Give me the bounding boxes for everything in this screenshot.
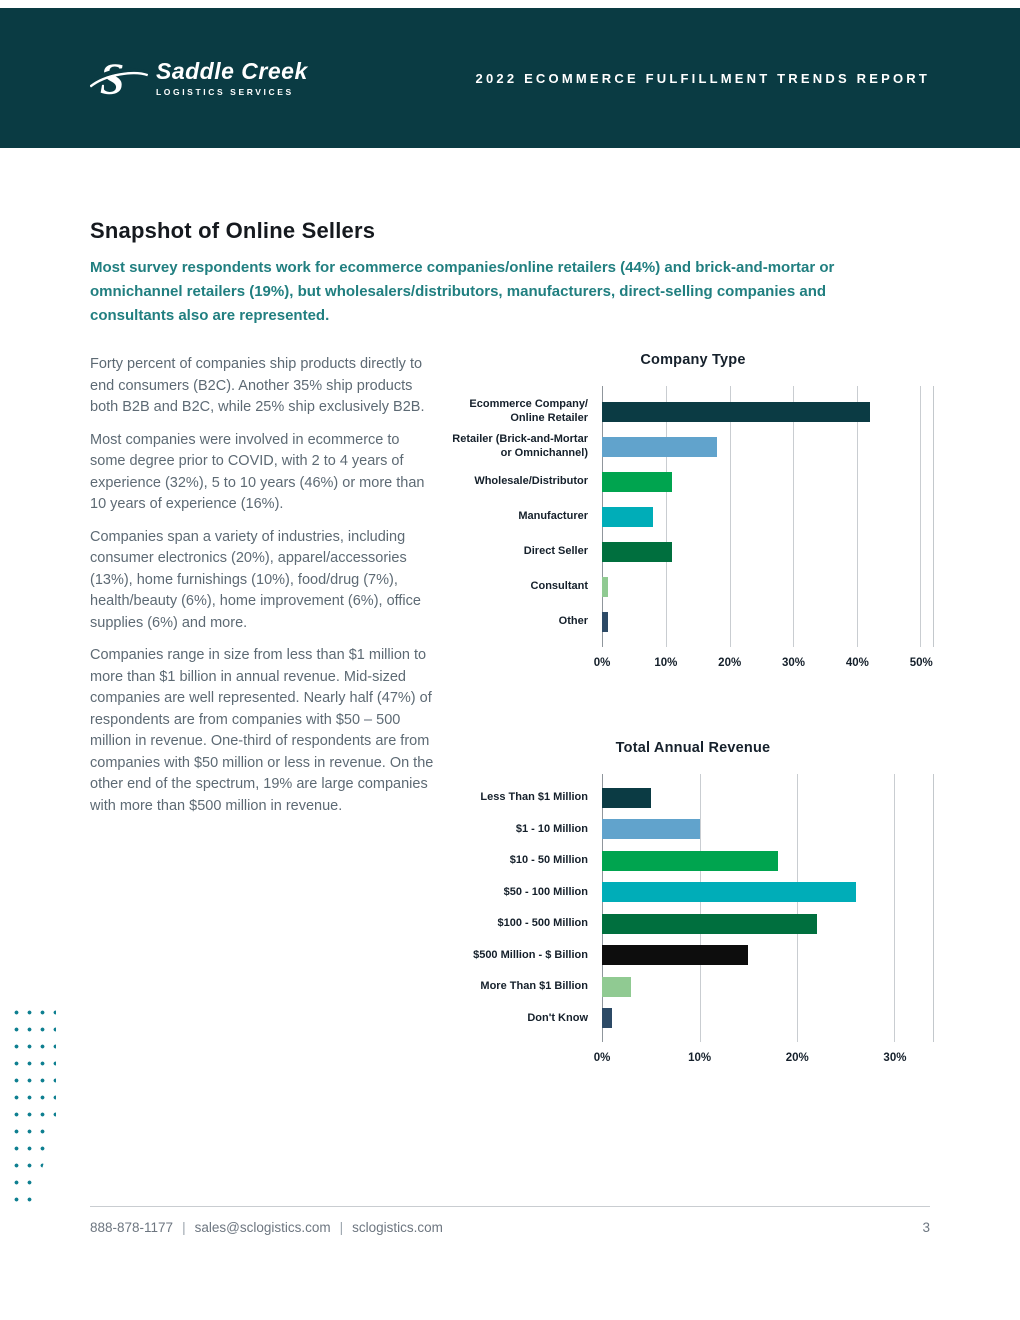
footer <box>90 1206 930 1235</box>
bar-track <box>602 507 934 527</box>
report-title: 2022 ECOMMERCE FULFILLMENT TRENDS REPORT <box>475 70 930 86</box>
bar <box>602 882 856 902</box>
body-text-column <box>90 354 435 828</box>
category-label: Direct Seller <box>523 544 588 557</box>
bar-track <box>602 914 934 934</box>
category-label: Retailer (Brick-and-Mortar or Omnichannel) <box>452 433 588 459</box>
chart-row <box>452 845 934 877</box>
saddle-creek-logo <box>90 55 308 101</box>
chart-row <box>452 1003 934 1035</box>
bar-track <box>602 542 934 562</box>
bar <box>602 1008 612 1028</box>
x-tick-label: 10% <box>654 657 678 669</box>
category-label: Wholesale/Distributor <box>474 474 588 487</box>
chart-body <box>452 386 934 647</box>
chart-row <box>452 499 934 534</box>
x-tick-label: 40% <box>845 657 869 669</box>
footer-phone: 888-878-1177 <box>90 1220 174 1235</box>
chart-row <box>452 782 934 814</box>
category-label: More Than $1 Billion <box>480 980 588 993</box>
total-annual-revenue-chart <box>452 740 934 1070</box>
footer-website: sclogistics.com <box>352 1220 443 1235</box>
x-tick-label: 10% <box>688 1052 712 1064</box>
bar-track <box>602 788 934 808</box>
body-paragraph: Companies span a variety of industries, including consumer electronics (20%), apparel/accessories (13%), home furnishings (10%), food/drug (7%), health/beauty (6%), home improvement (6%), office supplies (6%) and more. <box>90 528 421 631</box>
chart-row <box>452 971 934 1003</box>
bar <box>602 542 672 562</box>
bar <box>602 851 778 871</box>
category-label: Manufacturer <box>518 509 588 522</box>
bar-track <box>602 472 934 492</box>
bar <box>602 577 608 597</box>
chart-row <box>452 464 934 499</box>
chart-row <box>452 877 934 909</box>
bar-track <box>602 977 934 997</box>
svg-text:S: S <box>99 55 125 101</box>
page-title: Snapshot of Online Sellers <box>90 218 376 243</box>
dot-pattern-decoration <box>8 1002 56 1214</box>
company-type-chart <box>452 352 934 675</box>
bar-track <box>602 1008 934 1028</box>
header-band <box>0 8 1020 148</box>
x-axis <box>593 653 934 675</box>
chart-row <box>452 940 934 972</box>
bar-track <box>602 577 934 597</box>
bar <box>602 437 717 457</box>
logo-name: Saddle Creek <box>156 57 308 84</box>
category-label: Don't Know <box>527 1011 588 1024</box>
category-label: Consultant <box>530 579 588 592</box>
chart-rows <box>452 782 934 1034</box>
bar-track <box>602 402 934 422</box>
body-paragraph: Forty percent of companies ship products directly to end consumers (B2C). Another 35% ship products both B2B and B2C, while 25% ship exclusively B2B. <box>90 356 425 415</box>
footer-divider: | <box>339 1220 344 1235</box>
chart-row <box>452 394 934 429</box>
bar <box>602 945 748 965</box>
bar <box>602 402 870 422</box>
chart-row <box>452 429 934 464</box>
category-label: $1 - 10 Million <box>515 822 588 835</box>
body-paragraph: Companies range in size from less than $1 million to more than $1 billion in annual revenue. Mid-sized companies are well represented. Nearly half (47%) of respondents are from companies with $50 – 500 million in revenue. One-third of respondents are from companies with $50 million or less in revenue. On the other end of the spectrum, 19% are large companies with more than $500 million in revenue. <box>90 647 434 814</box>
bar-track <box>602 612 934 632</box>
chart-row <box>452 908 934 940</box>
x-tick-label: 0% <box>593 657 611 669</box>
bar <box>602 914 817 934</box>
bar <box>602 472 672 492</box>
bar <box>602 612 608 632</box>
bar-track <box>602 437 934 457</box>
bar-track <box>602 819 934 839</box>
footer-divider: | <box>182 1220 186 1235</box>
x-axis <box>593 1048 934 1070</box>
x-tick-label: 20% <box>785 1052 809 1064</box>
chart-title: Company Type <box>640 352 746 368</box>
footer-contacts <box>90 1220 443 1235</box>
chart-title: Total Annual Revenue <box>615 740 771 756</box>
bar-track <box>602 882 934 902</box>
x-tick-label: 0% <box>593 1052 611 1064</box>
category-label: Other <box>558 614 588 627</box>
chart-row <box>452 604 934 639</box>
bar <box>602 819 700 839</box>
footer-email: sales@sclogistics.com <box>194 1220 331 1235</box>
logo-s-icon <box>90 55 148 101</box>
x-tick-label: 50% <box>909 657 933 669</box>
bar-track <box>602 945 934 965</box>
category-label: $100 - 500 Million <box>497 917 588 930</box>
category-label: $10 - 50 Million <box>509 854 588 867</box>
intro-paragraph: Most survey respondents work for ecommerce companies/online retailers (44%) and brick-and-mortar or omnichannel retailers (19%), but wholesalers/distributors, manufacturers, direct-selling companies and consultants also are represented. <box>90 259 835 324</box>
bar <box>602 977 631 997</box>
x-tick-label: 20% <box>718 657 742 669</box>
chart-body <box>452 774 934 1042</box>
x-tick-label: 30% <box>782 657 806 669</box>
chart-row <box>452 814 934 846</box>
chart-rows <box>452 394 934 639</box>
bar-track <box>602 851 934 871</box>
page-number: 3 <box>922 1220 930 1235</box>
logo-text <box>156 57 308 97</box>
category-label: $500 Million - $ Billion <box>473 948 588 961</box>
body-paragraph: Most companies were involved in ecommerce to some degree prior to COVID, with 2 to 4 years of experience (32%), 5 to 10 years (46%) or more than 10 years of experience (16%). <box>90 431 425 512</box>
category-label: Less Than $1 Million <box>480 791 588 804</box>
x-tick-label: 30% <box>883 1052 907 1064</box>
chart-row <box>452 534 934 569</box>
category-label: Ecommerce Company/ Online Retailer <box>469 398 588 424</box>
chart-row <box>452 569 934 604</box>
bar <box>602 788 651 808</box>
bar <box>602 507 653 527</box>
logo-tagline: LOGISTICS SERVICES <box>156 86 294 97</box>
category-label: $50 - 100 Million <box>503 885 588 898</box>
